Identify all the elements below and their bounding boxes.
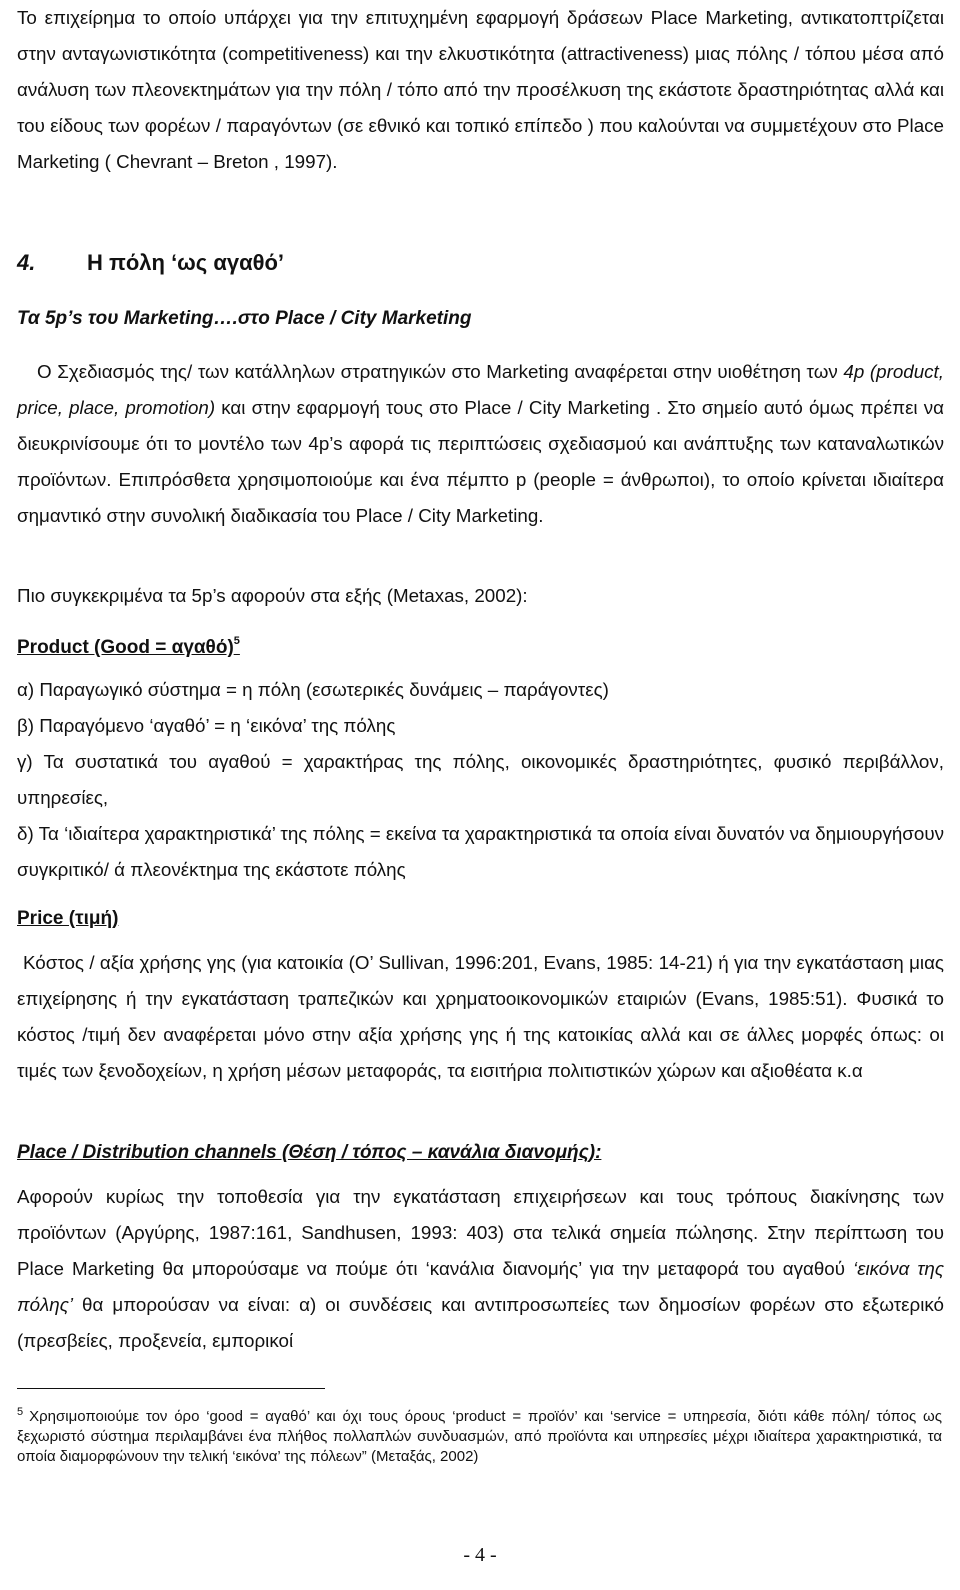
product-title — [17, 635, 240, 659]
five-ps-intro: Πιο συγκεκριμένα τα 5p’s αφορούν στα εξής (Metaxas, 2002): — [17, 585, 528, 606]
footnote — [17, 1402, 942, 1467]
product-list — [17, 672, 944, 888]
list-item: α) Παραγωγικό σύστημα = η πόλη (εσωτερικές δυνάμεις – παράγοντες) — [17, 679, 609, 700]
section-number: 4. — [17, 250, 36, 275]
section-heading — [17, 250, 284, 276]
page-number: - 4 - — [463, 1544, 497, 1566]
footnote-number: 5 — [17, 1406, 24, 1418]
place-title: Place / Distribution channels (Θέση / τόπος – κανάλια διανομής): — [17, 1142, 602, 1163]
product-title-text: Product (Good = αγαθό) — [17, 637, 234, 658]
strategy-text-a: Ο Σχεδιασμός της/ των κατάλληλων στρατηγικών στο Marketing αναφέρεται στην υιοθέτηση των — [37, 361, 844, 382]
footnote-divider — [17, 1388, 325, 1389]
four-p-list: 4p (product, price, place, promotion) — [17, 361, 944, 418]
footnote-text: Χρησιμοποιούμε τον όρο ‘good = αγαθό’ και όχι τους όρους ‘product = προϊόν’ και ‘service = υπηρεσία, διότι κάθε πόλη/ τόπος ως ξεχωριστό σύστημα περιλαμβάνει ένα πλήθος πολλαπλών συνδυασμών, από προϊόντα και υπηρεσίες μέχρι ιδιαίτερα χαρακτηριστικά, τα οποία διαμορφώνουν την τελική ‘εικόνα’ της πόλεων” (Μεταξάς, 2002) — [17, 1408, 942, 1465]
subsection-heading: Τα 5p’s του Marketing….στο Place / City Marketing — [17, 308, 472, 329]
section-title: Η πόλη ‘ως αγαθό’ — [87, 250, 285, 275]
place-text-a: Αφορούν κυρίως την τοποθεσία για την εγκατάσταση επιχειρήσεων και τους τρόπους διακίνησης των προϊόντων (Αργύρης, 1987:161, Sandhusen, 1993: 403) στα τελικά σημεία πώλησης. Στην περίπτωση του Place Marketing θα μπορούσαμε να πούμε ότι ‘κανάλια διανομής’ για την μεταφορά του αγαθού — [17, 1186, 944, 1279]
footnote-reference[interactable]: 5 — [233, 635, 240, 647]
intro-paragraph: Το επιχείρημα το οποίο υπάρχει για την επιτυχημένη εφαρμογή δράσεων Place Marketing, αντικατοπτρίζεται στην ανταγωνιστικότητα (competitiveness) και την ελκυστικότητα (attractiveness) μιας πόλης / τόπου μέσα από ανάλυση των πλεονεκτημάτων για την πόλη / τόπο από την προσέλκυση της εκάστοτε δραστηριότητας αλλά και του είδους των φορέων / παραγόντων (σε εθνικό και τοπικό επίπεδο ) που καλούνται να συμμετέχουν στο Place Marketing ( Chevrant – Breton , 1997). — [17, 7, 944, 172]
place-text-b: ‘εικόνα της πόλης’ — [17, 1258, 944, 1315]
list-item: γ) Τα συστατικά του αγαθού = χαρακτήρας της πόλης, οικονομικές δραστηριότητες, φυσικό περιβάλλον, υπηρεσίες, — [17, 751, 944, 808]
strategy-text-c: και στην εφαρμογή τους στο Place / City Marketing . Στο σημείο αυτό όμως πρέπει να διευκρινίσουμε ότι το μοντέλο των 4p’s αφορά τις περιπτώσεις σχεδιασμού και ανάπτυξης των καταναλωτικών προϊόντων. Επιπρόσθετα χρησιμοποιούμε και ένα πέμπτο p (people = άνθρωποι), το οποίο κρίνεται ιδιαίτερα σημαντικό στην συνολική διαδικασία του Place / City Marketing. — [17, 397, 945, 526]
strategy-paragraph — [17, 354, 944, 534]
price-title: Price (τιμή) — [17, 908, 119, 929]
place-paragraph — [17, 1179, 944, 1359]
list-item: β) Παραγόμενο ‘αγαθό’ = η ‘εικόνα’ της πόλης — [17, 715, 396, 736]
list-item: δ) Τα ‘ιδιαίτερα χαρακτηριστικά’ της πόλης = εκείνα τα χαρακτηριστικά τα οποία είναι δυνατόν να δημιουργήσουν συγκριτικό/ ά πλεονέκτημα της εκάστοτε πόλης — [17, 823, 944, 880]
price-paragraph: Κόστος / αξία χρήσης γης (για κατοικία (O’ Sullivan, 1996:201, Evans, 1985: 14-21) ή για την εγκατάσταση μιας επιχείρησης ή την εγκατάσταση τραπεζικών και χρηματοοικονομικών εταιριών (Evans, 1985:51). Φυσικά το κόστος /τιμή δεν αναφέρεται μόνο στην αξία χρήσης γης ή της κατοικίας αλλά και σε άλλες μορφές όπως: οι τιμές των ξενοδοχείων, η χρήση μέσων μεταφοράς, τα εισιτήρια πολιτιστικών χώρων και αξιοθέατα κ.α — [17, 952, 944, 1081]
place-text-c: θα μπορούσαν να είναι: α) οι συνδέσεις και αντιπροσωπείες των δημοσίων φορέων στο εξωτερικό (πρεσβείες, προξενεία, εμπορικοί — [17, 1294, 944, 1351]
